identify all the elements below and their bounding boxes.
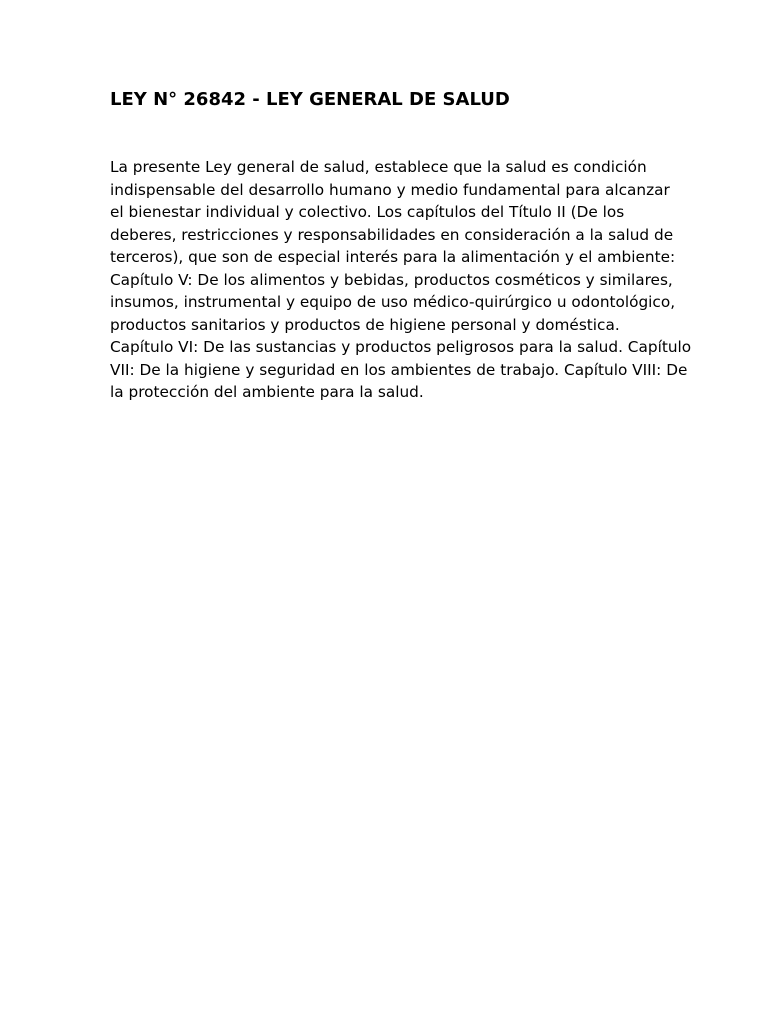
body-line: Capítulo VI: De las sustancias y productos peligrosos para la salud. Capítulo — [110, 338, 692, 356]
document-body — [110, 156, 692, 404]
body-line: indispensable del desarrollo humano y medio fundamental para alcanzar — [110, 180, 670, 199]
document-title: LEY N° 26842 - LEY GENERAL DE SALUD — [110, 89, 510, 110]
body-line: productos sanitarios y productos de higiene personal y doméstica. — [110, 315, 620, 334]
body-line: Capítulo V: De los alimentos y bebidas, productos cosméticos y similares, — [110, 270, 673, 289]
body-line: el bienestar individual y colectivo. Los capítulos del Título II (De los — [110, 203, 625, 221]
body-line: terceros), que son de especial interés para la alimentación y el ambiente: — [110, 248, 676, 266]
body-line: VII: De la higiene y seguridad en los ambientes de trabajo. Capítulo VIII: De — [110, 360, 688, 379]
body-line: La presente Ley general de salud, establece que la salud es condición — [110, 158, 647, 176]
body-line: la protección del ambiente para la salud. — [110, 383, 424, 401]
body-line: deberes, restricciones y responsabilidades en consideración a la salud de — [110, 225, 674, 244]
body-line: insumos, instrumental y equipo de uso médico-quirúrgico u odontológico, — [110, 293, 676, 311]
